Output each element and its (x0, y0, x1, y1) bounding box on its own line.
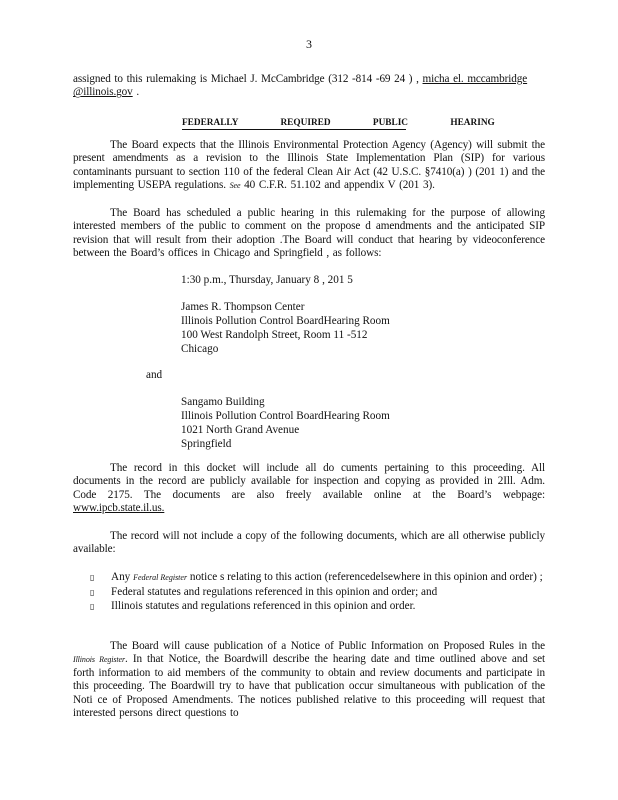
see-citation: See (229, 181, 241, 191)
hearing-datetime: 1:30 p.m., Thursday, January 8 , 201 5 (181, 274, 353, 286)
list-item: ▯ Any Federal Register notice s relating to this action (referencedelsewhere in this opinion and order) ; (90, 571, 543, 583)
section-heading: FEDERALLY REQUIRED PUBLIC HEARING (182, 118, 495, 128)
bullet-icon: ▯ (90, 587, 95, 597)
contact-text: assigned to this rulemaking is Michael J. McCambridge (312 -814 -69 24 ) , (73, 73, 423, 85)
address-line: Sangamo Building (181, 396, 265, 408)
contact-paragraph (73, 73, 545, 100)
bullet-icon: ▯ (90, 602, 95, 611)
paragraph-publication: The Board will cause publication of a Notice of Public Information on Proposed Rules in the Illinois Register. In that Notice, the Boardwill describe the hearing date and time outlined above and set forth information to aid members of the community to obtain and review documents and participate in this proceeding. The Boardwill try to have that publication occur simultaneous with publication of the Noti ce of Proposed Amendments. The notices published relative to this proceeding will request that interested persons direct questions to (73, 640, 545, 720)
paragraph-record: The record in this docket will include all do cuments pertaining to this proceeding. All documents in the record are publicly available for inspection and copying as provided in 2Ill. Adm. Code 2175. The documents are also freely available online at the Board’s webpage: www.ipcb.state.il.us. (73, 462, 545, 515)
address-line: Chicago (181, 343, 219, 355)
address-line: Illinois Pollution Control BoardHearing Room (181, 410, 390, 422)
list-item: ▯ Federal statutes and regulations referenced in this opinion and order; and (90, 585, 438, 598)
excluded-documents-list (90, 571, 545, 615)
and-connector: and (146, 369, 163, 381)
address-line: Springfield (181, 438, 232, 450)
chicago-address (181, 300, 390, 356)
paragraph-not-included: The record will not include a copy of the following documents, which are all otherwise publicly available: (73, 530, 545, 556)
email-link[interactable]: micha el. mccambridge (422, 73, 528, 85)
springfield-address (181, 395, 390, 451)
bullet-icon: ▯ (90, 573, 95, 582)
address-line: 100 West Randolph Street, Room 11 -512 (181, 329, 368, 341)
email-link-continued[interactable]: @illinois.gov (73, 86, 133, 99)
register-ref: Illinois Register (73, 655, 126, 665)
address-line: 1021 North Grand Avenue (181, 424, 300, 436)
paragraph-sip: The Board expects that the Illinois Environmental Protection Agency (Agency) will submit the present amendments as a revision to the Illinois State Implementation Plan (SIP) for various contaminants pursuant to section 110 of the federal Clean Air Act (42 U.S.C. §7410(a) ) (201 1) and the implementing USEPA regulations. See 40 C.F.R. 51.102 and appendix V (201 3). (73, 139, 545, 192)
page-number: 3 (306, 37, 312, 51)
paragraph-hearing-scheduled: The Board has scheduled a public hearing in this rulemaking for the purpose of allowing interested members of the public to comment on the propose d amendments and the anticipated SIP revision that will result from their adoption .The Board will conduct that hearing by videoconference between the Board’s offices in Chicago and Springfield , as follows: (73, 207, 545, 260)
contact-end: . (132, 86, 140, 99)
address-line: Illinois Pollution Control BoardHearing Room (181, 315, 390, 327)
list-item: ▯ Illinois statutes and regulations referenced in this opinion and order. (90, 600, 416, 612)
board-website-link[interactable]: www.ipcb.state.il.us. (73, 502, 165, 515)
address-line: James R. Thompson Center (181, 301, 305, 313)
